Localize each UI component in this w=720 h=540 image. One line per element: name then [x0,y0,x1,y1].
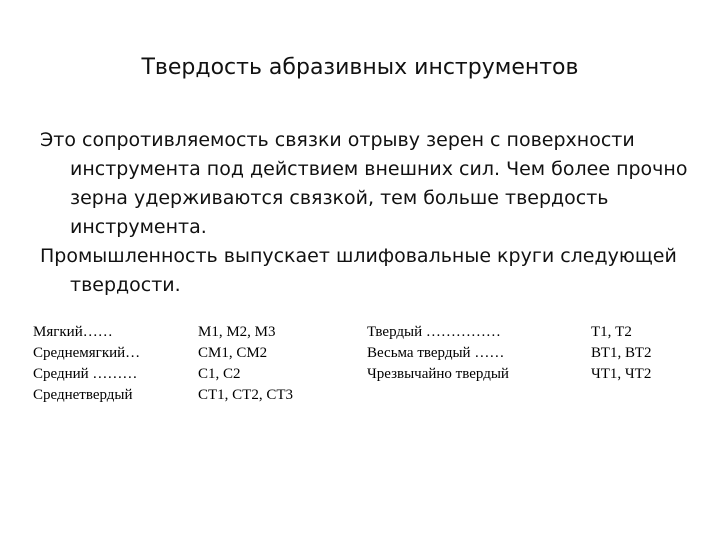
definition-paragraph: Это сопротивляемость связки отрыву зерен с поверхности инструмента под действием внешних сил. Чем более прочно зерна удерживаются связкой, тем больше твердость инструмента. [40,129,688,238]
hardness-code-cell: М1, М2, М3 [198,324,276,340]
hardness-code-column-2 [591,322,651,385]
hardness-code-cell: ВТ1, ВТ2 [591,345,652,361]
hardness-name-cell: Весьма твердый …… [367,345,505,361]
hardness-name-cell: Чрезвычайно твердый [367,366,509,382]
industry-paragraph: Промышленность выпускает шлифовальные круги следующей твердости. [40,245,677,296]
hardness-code-cell: ЧТ1, ЧТ2 [591,366,652,382]
hardness-code-cell: СМ1, СМ2 [198,345,268,361]
hardness-code-cell: С1, С2 [198,366,241,382]
hardness-name-cell: Среднетвердый [33,387,133,403]
hardness-code-cell: СТ1, СТ2, СТ3 [198,387,294,403]
hardness-name-cell: Среднемягкий… [33,345,141,361]
hardness-name-cell: Твердый …………… [367,324,501,340]
hardness-code-cell: Т1, Т2 [591,324,632,340]
slide-body [40,126,700,300]
hardness-name-column-1 [33,322,140,406]
hardness-name-column-2 [367,322,509,385]
slide-title: Твердость абразивных инструментов [141,55,579,80]
hardness-code-column-1 [198,322,293,406]
hardness-name-cell: Мягкий…… [33,324,113,340]
hardness-name-cell: Средний ……… [33,366,138,382]
